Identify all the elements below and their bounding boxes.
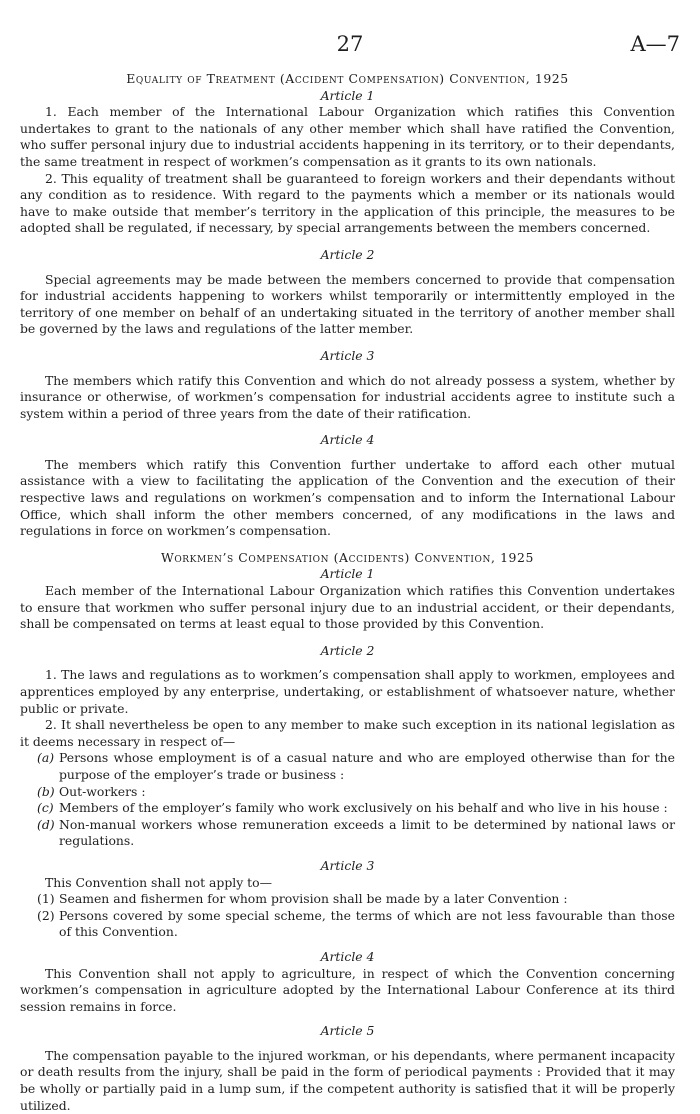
article-paragraph: Each member of the International Labour Organization which ratifies this Convention undertakes to ensure that workmen who suffer personal injury due to an industrial accident, or their dependants, shall be compensated on terms at least equal to those provided by this Convention. <box>20 583 675 632</box>
list-item-text: Non-manual workers whose remuneration exceeds a limit to be determined by national laws or regulations. <box>59 816 675 849</box>
convention-title: Equality of Treatment (Accident Compensation) Convention, 1925 <box>126 71 569 86</box>
article-paragraph: The compensation payable to the injured workman, or his dependants, where permanent incapacity or death results from the injury, shall be paid in the form of periodical payments : Provided that it may be wholly or partially paid in a lump sum, if the competent authority is satisfied that it will be properly utilized. <box>20 1047 675 1113</box>
list-item <box>20 750 675 783</box>
list-item <box>20 817 675 850</box>
article-heading: Article 4 <box>320 948 375 964</box>
convention-title: Workmen’s Compensation (Accidents) Convention, 1925 <box>160 549 535 565</box>
article-heading: Article 5 <box>320 1023 375 1039</box>
list-item-text: Seamen and fishermen for whom provision shall be made by a later Convention : <box>59 891 568 907</box>
article-heading: Article 3 <box>320 857 375 873</box>
list-item <box>20 891 675 908</box>
article-paragraph: Special agreements may be made between the members concerned to provide that compensation for industrial accidents happening to workers whilst temporarily or intermittently employed in the territory of one member on behalf of an undertaking situated in the territory of another member shall be governed by the laws and regulations of the latter member. <box>20 271 675 337</box>
article-heading: Article 2 <box>320 246 375 262</box>
list-item-text: Out-workers : <box>59 783 146 799</box>
article-paragraph: 1. The laws and regulations as to workmen’s compensation shall apply to workmen, employees and apprentices employed by any enterprise, undertaking, or establishment of whatsoever nature, whether public or private. <box>20 667 675 716</box>
list-item-text: Persons whose employment is of a casual nature and who are employed otherwise than for the purpose of the employer’s trade or business : <box>59 750 675 782</box>
list-item <box>20 784 675 801</box>
list-item-text: Members of the employer’s family who work exclusively on his behalf and who live in his house : <box>59 800 668 816</box>
article-heading: Article 3 <box>320 347 375 363</box>
list-item <box>20 800 675 817</box>
article-paragraph: This Convention shall not apply to— <box>45 874 272 890</box>
page-reference: A—7 <box>630 32 680 56</box>
list-marker: (b) <box>37 783 55 799</box>
list-item-text: Persons covered by some special scheme, the terms of which are not less favourable than those of this Convention. <box>59 907 675 940</box>
list-marker: (c) <box>37 800 54 816</box>
article-paragraph: 2. This equality of treatment shall be guaranteed to foreign workers and their dependants without any condition as to residence. With regard to the payments which a member or its nationals would have to make outside that member’s territory in the application of this principle, the measures to be adopted shall be regulated, if necessary, by special arrangements between the members concerned. <box>20 170 675 236</box>
list-marker: (d) <box>37 816 55 832</box>
article-paragraph: 1. Each member of the International Labour Organization which ratifies this Convention undertakes to grant to the nationals of any other member which shall have ratified the Convention, who suffer personal injury due to industrial accidents happening in its territory, or to their dependants, the same treatment in respect of workmen’s compensation as it grants to its own nationals. <box>20 104 675 169</box>
document-body <box>20 71 675 1114</box>
list-item <box>20 908 675 941</box>
list-marker: (a) <box>37 750 55 766</box>
article-heading: Article 2 <box>320 642 375 658</box>
list-marker: (2) <box>37 907 55 923</box>
article-paragraph: The members which ratify this Convention and which do not already possess a system, whether by insurance or otherwise, of workmen’s compensation for industrial accidents agree to institute such a system within a period of three years from the date of their ratification. <box>20 372 675 421</box>
article-heading: Article 4 <box>320 432 375 448</box>
list-marker: (1) <box>37 891 55 907</box>
article-paragraph: 2. It shall nevertheless be open to any member to make such exception in its national legislation as it deems necessary in respect of— <box>20 717 675 749</box>
article-heading: Article 1 <box>320 87 375 103</box>
article-heading: Article 1 <box>320 566 375 582</box>
page-number: 27 <box>336 32 364 56</box>
article-paragraph: This Convention shall not apply to agriculture, in respect of which the Convention concerning workmen’s compensation in agriculture adopted by the International Labour Conference at its third session remains in force. <box>20 965 675 1014</box>
article-paragraph: The members which ratify this Convention further undertake to afford each other mutual assistance with a view to facilitating the application of the Convention and the execution of their respective laws and regulations on workmen’s compensation and to inform the International Labour Office, which shall inform the other members concerned, of any modifications in the laws and regulations in force on workmen’s compensation. <box>20 456 675 539</box>
